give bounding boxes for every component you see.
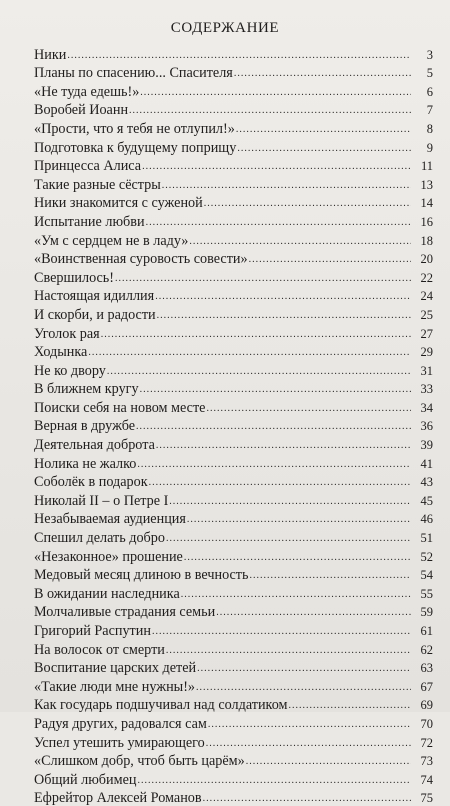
toc-entry-page-number: 33 bbox=[420, 382, 433, 397]
dot-leader bbox=[169, 495, 411, 509]
dot-leader bbox=[289, 699, 411, 713]
toc-entry-page-number: 16 bbox=[420, 214, 433, 229]
toc-entry bbox=[34, 137, 433, 156]
dot-leader bbox=[129, 104, 411, 118]
toc-entry-title: Григорий Распутин bbox=[34, 623, 151, 639]
toc-entry-page-number: 54 bbox=[420, 568, 433, 583]
toc-entry bbox=[34, 453, 433, 472]
toc-entry-page-number: 29 bbox=[420, 345, 433, 360]
dot-leader bbox=[249, 569, 411, 583]
toc-entry bbox=[34, 156, 433, 175]
toc-entry-title: Соболёк в подарок bbox=[34, 474, 148, 491]
toc-entry bbox=[34, 751, 433, 770]
dot-leader bbox=[157, 309, 411, 323]
table-of-contents bbox=[34, 44, 433, 806]
toc-entry-title: На волосок от смерти bbox=[34, 641, 165, 658]
dot-leader bbox=[166, 644, 411, 658]
toc-entry bbox=[34, 472, 433, 491]
toc-entry-page-number: 51 bbox=[420, 531, 433, 546]
toc-entry-title: Испытание любви bbox=[34, 213, 145, 230]
toc-entry-title: Воробей Иоанн bbox=[34, 102, 129, 119]
toc-entry-title: Незабываемая аудиенция bbox=[34, 511, 186, 528]
dot-leader bbox=[196, 681, 411, 695]
toc-entry bbox=[34, 416, 433, 435]
toc-entry-title: Воспитание царских детей bbox=[34, 660, 197, 677]
toc-entry bbox=[34, 658, 433, 677]
dot-leader bbox=[136, 420, 411, 434]
toc-entry-page-number: 59 bbox=[420, 605, 433, 620]
toc-entry bbox=[34, 769, 433, 788]
dot-leader bbox=[155, 290, 411, 304]
toc-entry-title: Такие разные сёстры bbox=[34, 176, 161, 193]
dot-leader bbox=[107, 365, 411, 379]
toc-entry-title: Медовый месяц длиною в вечность bbox=[34, 567, 249, 584]
toc-entry-title: Деятельная доброта bbox=[34, 437, 155, 454]
toc-entry-title: «Не туда едешь!» bbox=[34, 83, 140, 100]
toc-entry-title: Верная в дружбе bbox=[34, 418, 136, 435]
toc-entry-page-number: 31 bbox=[420, 363, 433, 378]
toc-entry-title: «Такие люди мне нужны!» bbox=[34, 678, 196, 695]
dot-leader bbox=[204, 197, 411, 211]
dot-leader bbox=[187, 513, 411, 527]
toc-entry bbox=[34, 639, 433, 658]
toc-entry-page-number: 6 bbox=[426, 84, 433, 99]
toc-entry bbox=[34, 397, 433, 416]
toc-entry-page-number: 39 bbox=[420, 438, 433, 453]
toc-entry bbox=[34, 602, 433, 621]
toc-entry-title: Молчаливые страдания семьи bbox=[34, 604, 216, 621]
page-title: СОДЕРЖАНИЕ bbox=[170, 20, 280, 36]
toc-entry bbox=[34, 249, 433, 268]
toc-entry-title: Радуя других, радовался сам bbox=[34, 715, 207, 732]
toc-entry-title: Принцесса Алиса bbox=[34, 158, 142, 175]
dot-leader bbox=[166, 532, 411, 546]
toc-entry-page-number: 61 bbox=[420, 624, 433, 638]
dot-leader bbox=[181, 588, 411, 602]
dot-leader bbox=[162, 179, 411, 193]
dot-leader bbox=[208, 718, 411, 732]
toc-entry-title: «Незаконное» прошение bbox=[34, 548, 183, 565]
toc-entry-page-number: 62 bbox=[420, 642, 433, 657]
toc-entry-page-number: 34 bbox=[420, 400, 433, 415]
toc-entry bbox=[34, 193, 433, 212]
toc-entry-page-number: 22 bbox=[420, 270, 433, 285]
dot-leader bbox=[237, 142, 411, 156]
toc-entry bbox=[34, 267, 433, 286]
toc-entry bbox=[34, 44, 433, 63]
dot-leader bbox=[246, 755, 411, 769]
toc-entry bbox=[34, 211, 433, 230]
toc-entry bbox=[34, 81, 433, 100]
toc-entry-title: Поиски себя на новом месте bbox=[34, 399, 206, 416]
toc-entry-page-number: 8 bbox=[426, 121, 433, 136]
dot-leader bbox=[88, 346, 411, 360]
toc-entry-page-number: 67 bbox=[420, 679, 433, 694]
dot-leader bbox=[137, 458, 411, 472]
toc-entry bbox=[34, 63, 433, 82]
toc-entry bbox=[34, 174, 433, 193]
toc-entry-page-number: 9 bbox=[426, 140, 433, 155]
toc-entry-title: Нолика не жалко bbox=[34, 455, 137, 472]
dot-leader bbox=[206, 402, 411, 416]
toc-entry-page-number: 75 bbox=[420, 791, 433, 806]
dot-leader bbox=[156, 439, 411, 453]
toc-entry bbox=[34, 434, 433, 453]
toc-entry-page-number: 69 bbox=[420, 698, 433, 713]
dot-leader bbox=[142, 160, 411, 174]
toc-entry-page-number: 25 bbox=[420, 307, 433, 322]
dot-leader bbox=[203, 792, 411, 806]
dot-leader bbox=[236, 123, 411, 137]
toc-entry-page-number: 72 bbox=[420, 735, 433, 750]
toc-entry-page-number: 43 bbox=[420, 475, 433, 490]
toc-entry-page-number: 11 bbox=[420, 159, 433, 174]
toc-entry-title: Свершилось! bbox=[34, 269, 115, 286]
toc-entry-page-number: 46 bbox=[420, 512, 433, 527]
toc-entry-title: Ники bbox=[34, 46, 67, 63]
dot-leader bbox=[140, 86, 411, 100]
dot-leader bbox=[216, 606, 411, 620]
toc-entry bbox=[34, 527, 433, 546]
toc-entry-page-number: 73 bbox=[420, 754, 433, 769]
toc-entry-title: В ожидании наследника bbox=[34, 585, 180, 602]
toc-entry-title: Николай II – о Петре I bbox=[34, 492, 169, 509]
toc-entry bbox=[34, 546, 433, 565]
toc-entry-title: Общий любимец bbox=[34, 771, 137, 788]
toc-entry bbox=[34, 695, 433, 714]
toc-entry-title: Планы по спасению... Спасителя bbox=[34, 65, 233, 82]
toc-entry-page-number: 5 bbox=[426, 66, 433, 81]
dot-leader bbox=[67, 49, 411, 63]
toc-entry-page-number: 27 bbox=[420, 326, 433, 341]
dot-leader bbox=[140, 383, 411, 397]
dot-leader bbox=[197, 662, 411, 676]
toc-entry bbox=[34, 230, 433, 249]
dot-leader bbox=[149, 476, 411, 490]
toc-entry bbox=[34, 676, 433, 695]
toc-entry bbox=[34, 713, 433, 732]
toc-entry-title: Не ко двору bbox=[34, 362, 106, 379]
toc-entry-title: И скорби, и радости bbox=[34, 306, 156, 323]
toc-entry bbox=[34, 379, 433, 398]
toc-entry-page-number: 20 bbox=[420, 252, 433, 267]
toc-entry bbox=[34, 620, 433, 639]
toc-entry-title: Успел утешить умирающего bbox=[34, 734, 205, 751]
toc-entry bbox=[34, 342, 433, 361]
toc-entry-page-number: 63 bbox=[420, 661, 433, 676]
toc-entry-title: Уголок рая bbox=[34, 325, 100, 342]
toc-entry bbox=[34, 360, 433, 379]
toc-entry bbox=[34, 118, 433, 137]
toc-entry-page-number: 74 bbox=[420, 772, 433, 787]
toc-entry-title: «Слишком добр, чтоб быть царём» bbox=[34, 753, 245, 770]
toc-entry-page-number: 45 bbox=[420, 493, 433, 508]
toc-entry bbox=[34, 583, 433, 602]
toc-entry-title: Ефрейтор Алексей Романов bbox=[34, 790, 202, 806]
dot-leader bbox=[249, 253, 411, 267]
toc-entry-title: Ходынка bbox=[34, 344, 88, 361]
dot-leader bbox=[137, 774, 411, 788]
dot-leader bbox=[234, 67, 411, 81]
toc-entry-page-number: 52 bbox=[420, 549, 433, 564]
toc-entry bbox=[34, 732, 433, 751]
toc-entry-page-number: 7 bbox=[426, 103, 433, 118]
toc-entry-page-number: 55 bbox=[420, 586, 433, 601]
toc-entry-title: Настоящая идиллия bbox=[34, 288, 155, 305]
toc-entry-page-number: 24 bbox=[420, 289, 433, 304]
dot-leader bbox=[152, 625, 411, 639]
toc-entry-title: В ближнем кругу bbox=[34, 381, 139, 398]
toc-entry-page-number: 14 bbox=[420, 196, 433, 211]
toc-entry-title: Как государь подшучивал над солдатиком bbox=[34, 697, 288, 714]
toc-entry-title: Спешил делать добро bbox=[34, 530, 165, 547]
toc-entry-page-number: 36 bbox=[420, 419, 433, 434]
dot-leader bbox=[146, 216, 411, 230]
toc-entry bbox=[34, 788, 433, 806]
toc-entry bbox=[34, 509, 433, 528]
toc-entry-title: Ники знакомится с суженой bbox=[34, 195, 203, 212]
toc-entry bbox=[34, 490, 433, 509]
toc-entry bbox=[34, 286, 433, 305]
dot-leader bbox=[101, 328, 411, 342]
dot-leader bbox=[206, 737, 411, 751]
toc-entry-page-number: 3 bbox=[426, 47, 433, 62]
toc-entry bbox=[34, 565, 433, 584]
toc-entry-page-number: 41 bbox=[420, 456, 433, 471]
toc-entry-title: «Прости, что я тебя не отлупил!» bbox=[34, 120, 235, 137]
toc-entry-page-number: 18 bbox=[420, 233, 433, 248]
toc-entry-page-number: 70 bbox=[420, 716, 433, 731]
dot-leader bbox=[115, 272, 411, 286]
toc-entry-title: Подготовка к будущему поприщу bbox=[34, 139, 237, 156]
toc-entry bbox=[34, 323, 433, 342]
toc-entry bbox=[34, 304, 433, 323]
toc-entry-page-number: 13 bbox=[420, 177, 433, 192]
dot-leader bbox=[189, 235, 411, 249]
dot-leader bbox=[184, 551, 411, 565]
toc-entry-title: «Воинственная суровость совести» bbox=[34, 251, 248, 268]
toc-entry-title: «Ум с сердцем не в ладу» bbox=[34, 232, 189, 249]
toc-entry bbox=[34, 100, 433, 119]
